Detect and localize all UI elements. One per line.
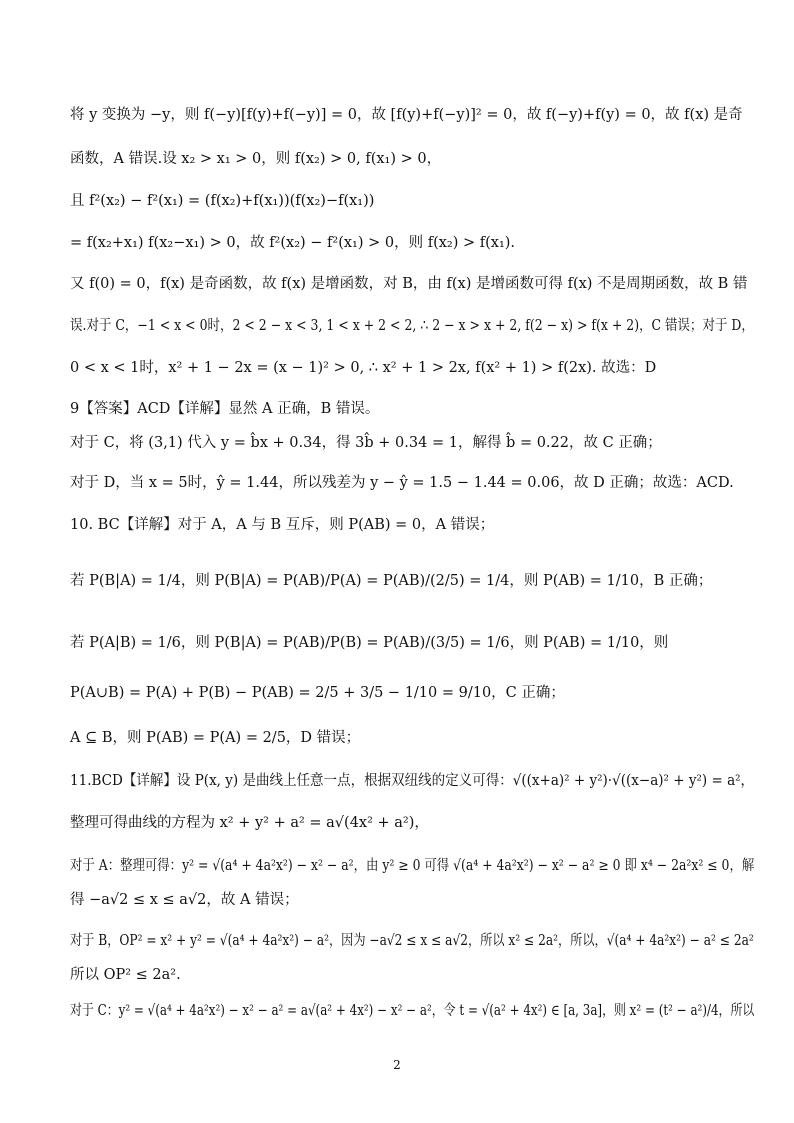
text-line: 且 f²(x₂) − f²(x₁) = (f(x₂)+f(x₁))(f(x₂)−f(x₁)) (70, 193, 375, 209)
text-line: 所以 OP² ≤ 2a². (70, 967, 181, 983)
answer-heading: 9【答案】ACD【详解】显然 A 正确，B 错误。 (70, 401, 380, 417)
answer-heading: 11.BCD【详解】设 P(x, y) 是曲线上任意一点，根据双纽线的定义可得：√((x+a)² + y²)·√((x−a)² + y²) = a²， (70, 773, 755, 789)
text-line: 对于 C，将 (3,1) 代入 y = b̂x + 0.34，得 3b̂ + 0.34 = 1，解得 b̂ = 0.22，故 C 正确； (70, 435, 662, 451)
text-line: 误.对于 C，−1 < x < 0时，2 < 2 − x < 3, 1 < x + 2 < 2, ∴ 2 − x > x + 2, f(2 − x) > f(x + 2)，C 错误；对于 D， (70, 318, 754, 334)
text-line: 对于 D，当 x = 5时，ŷ = 1.44，所以残差为 y − ŷ = 1.5 − 1.44 = 0.06，故 D 正确；故选：ACD. (70, 475, 734, 491)
text-line: 又 f(0) = 0，f(x) 是奇函数，故 f(x) 是增函数，对 B，由 f(x) 是增函数可得 f(x) 不是周期函数，故 B 错 (70, 276, 748, 292)
text-line: P(A∪B) = P(A) + P(B) − P(AB) = 2/5 + 3/5 − 1/10 = 9/10，C 正确； (70, 685, 565, 701)
text-line: 若 P(A|B) = 1/6，则 P(B|A) = P(AB)/P(B) = P(AB)/(3/5) = 1/6，则 P(AB) = 1/10，则 (70, 635, 669, 651)
text-line: 将 y 变换为 −y，则 f(−y)[f(y)+f(−y)] = 0，故 [f(y)+f(−y)]² = 0，故 f(−y)+f(y) = 0，故 f(x) 是奇 (70, 107, 743, 123)
text-line: A ⊆ B，则 P(AB) = P(A) = 2/5，D 错误； (70, 730, 361, 746)
text-line: 对于 C：y² = √(a⁴ + 4a²x²) − x² − a² = a√(a² + 4x²) − x² − a²，令 t = √(a² + 4x²) ∈ [a, 3a]，则 x² = (t² − a²)/4，所以 (70, 1003, 755, 1019)
text-line: 整理可得曲线的方程为 x² + y² + a² = a√(4x² + a²)， (70, 815, 429, 831)
text-line: 对于 B，OP² = x² + y² = √(a⁴ + 4a²x²) − a²，因为 −a√2 ≤ x ≤ a√2，所以 x² ≤ 2a²，所以，√(a⁴ + 4a²x²) − a² ≤ 2a² (70, 933, 754, 949)
text-line: 若 P(B|A) = 1/4，则 P(B|A) = P(AB)/P(A) = P(AB)/(2/5) = 1/4，则 P(AB) = 1/10，B 正确； (70, 573, 713, 589)
answer-heading: 10. BC【详解】对于 A，A 与 B 互斥，则 P(AB) = 0，A 错误； (70, 517, 495, 533)
text-line: = f(x₂+x₁) f(x₂−x₁) > 0，故 f²(x₂) − f²(x₁) > 0，则 f(x₂) > f(x₁). (70, 235, 516, 251)
text-line: 对于 A：整理可得：y² = √(a⁴ + 4a²x²) − x² − a²，由 y² ≥ 0 可得 √(a⁴ + 4a²x²) − x² − a² ≥ 0 即 x⁴ − 2a²x² ≤ 0，解 (70, 858, 755, 874)
page-number: 2 (393, 1058, 401, 1072)
text-line: 函数，A 错误.设 x₂ > x₁ > 0，则 f(x₂) > 0, f(x₁) > 0， (70, 151, 442, 167)
text-line: 得 −a√2 ≤ x ≤ a√2，故 A 错误； (70, 892, 299, 908)
text-line: 0 < x < 1时，x² + 1 − 2x = (x − 1)² > 0, ∴ x² + 1 > 2x, f(x² + 1) > f(2x). 故选：D (70, 360, 657, 376)
